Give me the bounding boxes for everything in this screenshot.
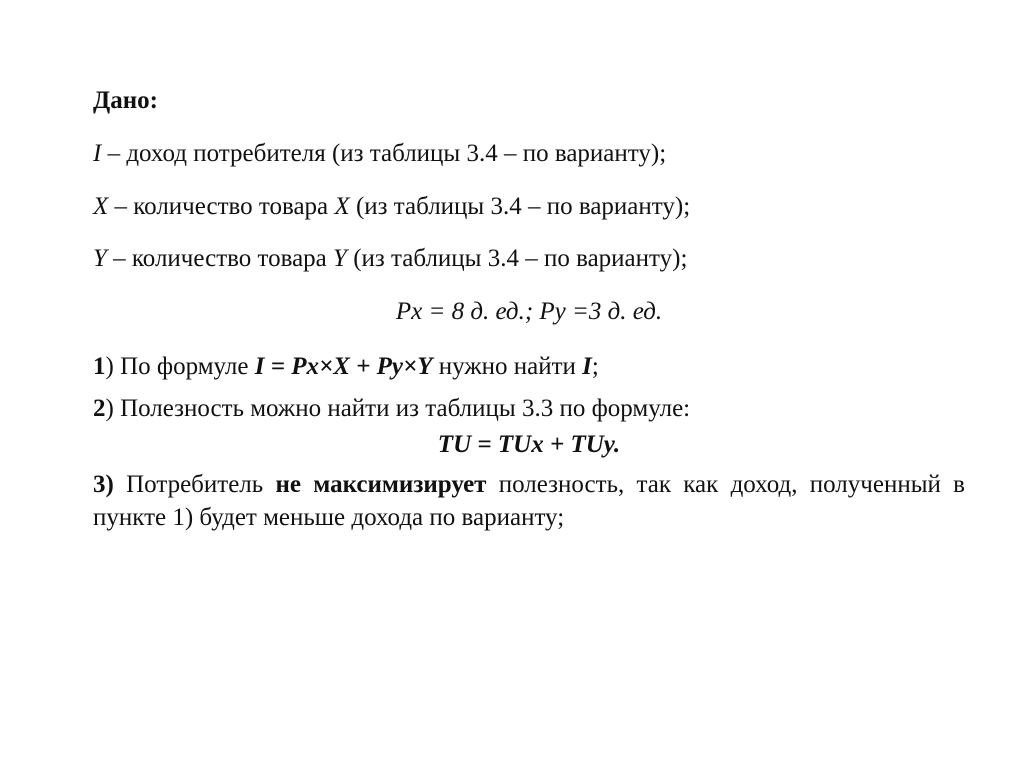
var-y-2: Y bbox=[333, 245, 347, 272]
prices-formula: Px = 8 д. ед.; Py =3 д. ед. bbox=[395, 298, 663, 325]
step2-formula-line bbox=[93, 432, 965, 457]
step1-line bbox=[93, 354, 599, 379]
step3-number: 3) bbox=[93, 471, 114, 498]
given-y-line bbox=[93, 246, 687, 271]
heading-text: Дано: bbox=[93, 87, 158, 114]
step3-paragraph bbox=[93, 468, 965, 534]
step2-formula: TU = TUx + TUy. bbox=[437, 431, 621, 458]
given-income-line bbox=[93, 141, 666, 166]
given-y-text-a: – количество товара bbox=[106, 245, 334, 272]
step3-emphasis: не максимизирует bbox=[275, 471, 487, 498]
step1-text-b: нужно найти bbox=[432, 353, 583, 380]
var-x-2: X bbox=[334, 193, 350, 220]
step3-text-b: полезность, так как доход, полученный в пункте 1) будет меньше дохода по варианту; bbox=[93, 471, 965, 531]
given-x-line bbox=[93, 194, 690, 219]
step1-target: I bbox=[582, 353, 592, 380]
step1-end: ; bbox=[591, 353, 599, 380]
step2-line bbox=[93, 396, 690, 421]
step1-text-a: По формуле bbox=[113, 353, 255, 380]
step2-text: ) Полезность можно найти из таблицы 3.3 по формуле: bbox=[105, 395, 691, 422]
step1-formula: I = Px×X + Py×Y bbox=[254, 353, 433, 380]
step1-number: 1 bbox=[93, 353, 106, 380]
var-x: X bbox=[93, 193, 109, 220]
step1-paren: ) bbox=[105, 353, 114, 380]
var-i: I bbox=[93, 140, 102, 167]
var-y: Y bbox=[93, 245, 107, 272]
heading bbox=[93, 88, 158, 113]
step2-number: 2 bbox=[93, 395, 106, 422]
step3-text-a: Потребитель bbox=[113, 471, 276, 498]
given-x-text-a: – количество товара bbox=[108, 193, 335, 220]
given-y-text-b: (из таблицы 3.4 – по варианту); bbox=[346, 245, 688, 272]
given-income-text: – доход потребителя (из таблицы 3.4 – по варианту); bbox=[101, 140, 667, 167]
prices-line bbox=[93, 299, 965, 324]
given-x-text-b: (из таблицы 3.4 – по варианту); bbox=[349, 193, 691, 220]
